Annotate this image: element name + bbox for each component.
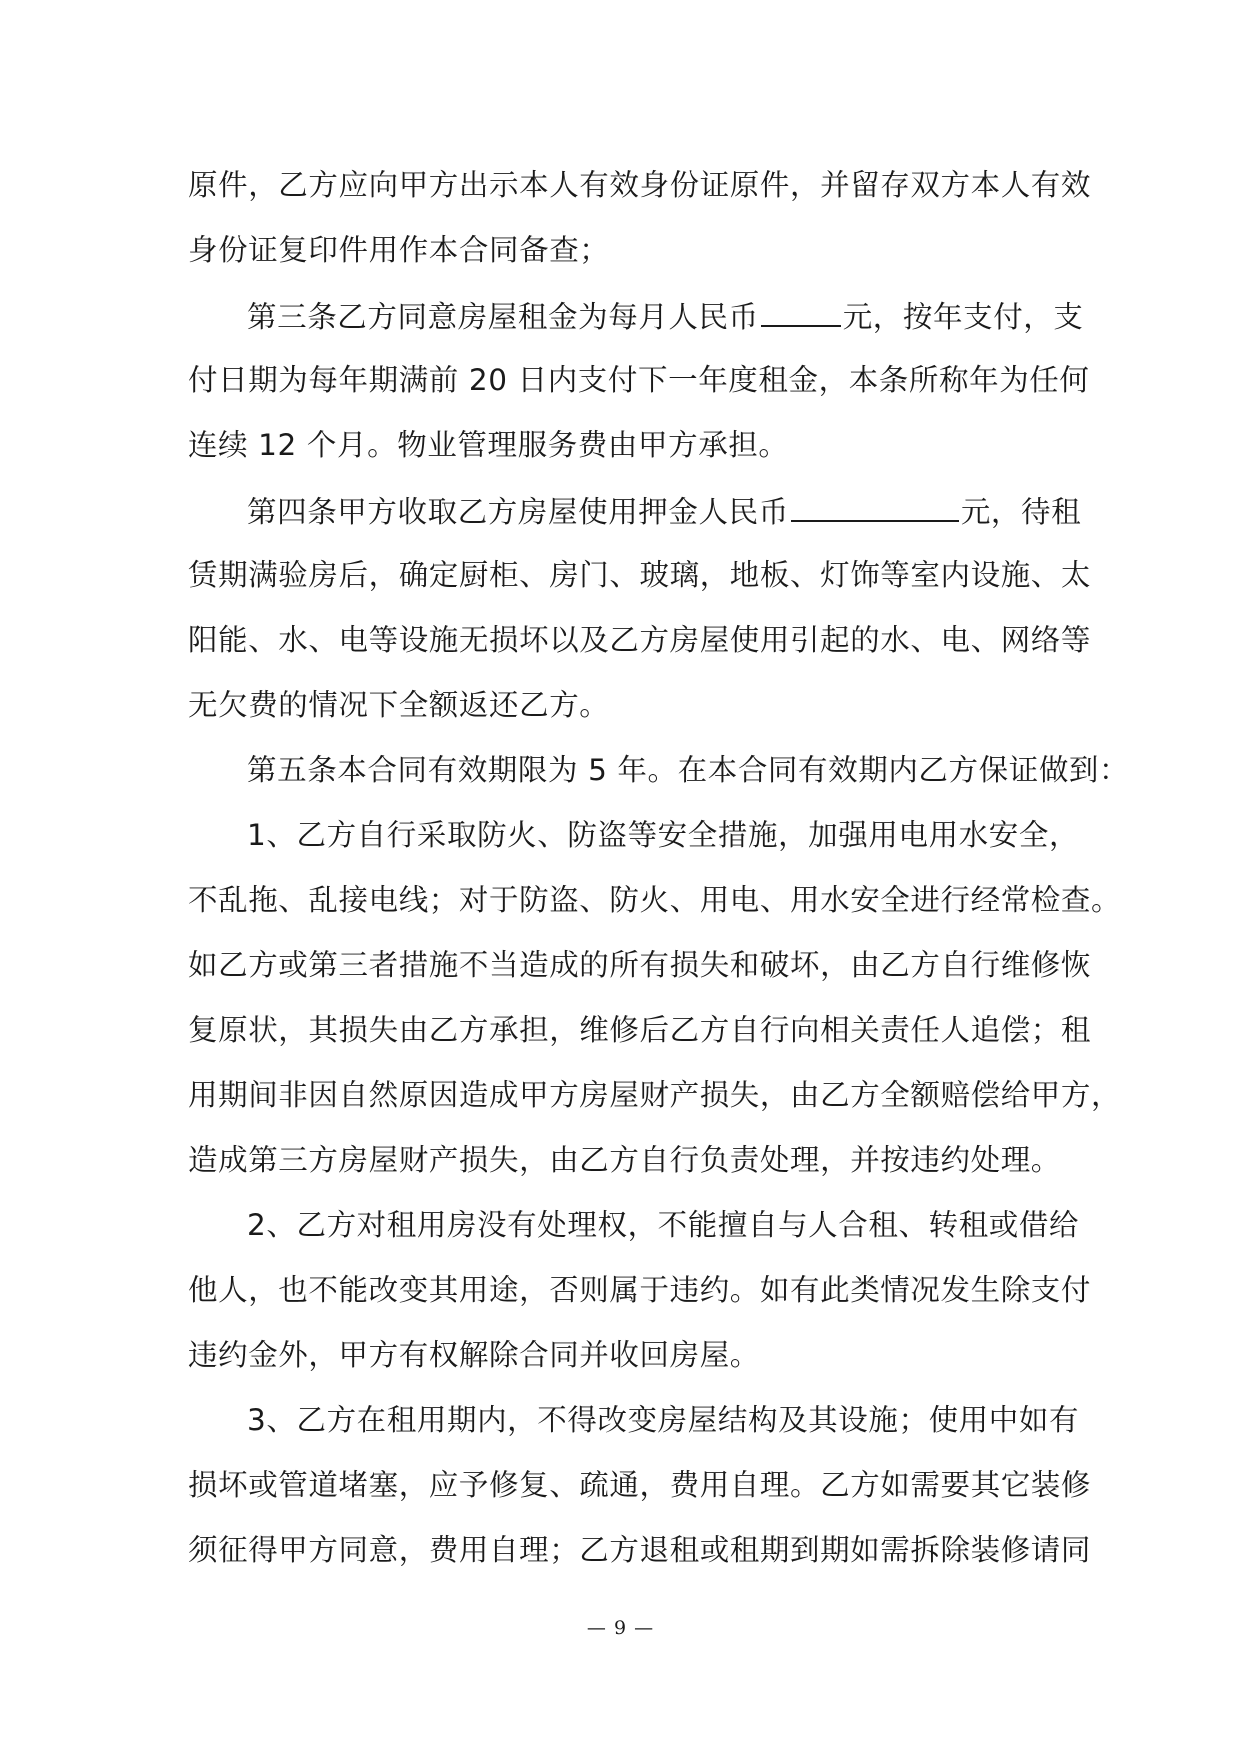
contract-body	[188, 165, 1130, 1595]
text-line: 用期间非因自然原因造成甲方房屋财产损失，由乙方全额赔偿给甲方，	[188, 1078, 1122, 1112]
text-line: 赁期满验房后，确定厨柜、房门、玻璃，地板、灯饰等室内设施、太	[188, 558, 1092, 592]
text-line: 付日期为每年期满前 20 日内支付下一年度租金，本条所称年为任何	[188, 363, 1090, 397]
clause-2-line: 2、乙方对租用房没有处理权，不能擅自与人合租、转租或借给	[247, 1208, 1080, 1242]
text-line: 无欠费的情况下全额返还乙方。	[188, 688, 610, 722]
text-segment: 元，按年支付，支	[842, 300, 1084, 334]
text-line: 须征得甲方同意，费用自理；乙方退租或租期到期如需拆除装修请同	[188, 1533, 1092, 1567]
page-number: — 9 —	[586, 1617, 655, 1639]
rent-amount-blank	[761, 295, 841, 327]
text-line: 阳能、水、电等设施无损坏以及乙方房屋使用引起的水、电、网络等	[188, 623, 1092, 657]
article-5-line: 第五条本合同有效期限为 5 年。在本合同有效期内乙方保证做到：	[247, 753, 1130, 787]
text-segment: 第四条甲方收取乙方房屋使用押金人民币	[247, 495, 789, 529]
text-line: 造成第三方房屋财产损失，由乙方自行负责处理，并按违约处理。	[188, 1143, 1061, 1177]
text-line: 如乙方或第三者措施不当造成的所有损失和破坏，由乙方自行维修恢	[188, 948, 1092, 982]
text-segment: 元，待租	[960, 495, 1082, 529]
text-line: 违约金外，甲方有权解除合同并收回房屋。	[188, 1338, 760, 1372]
deposit-amount-blank	[791, 490, 959, 522]
text-line: 他人，也不能改变其用途，否则属于违约。如有此类情况发生除支付	[188, 1273, 1092, 1307]
text-line: 连续 12 个月。物业管理服务费由甲方承担。	[188, 428, 789, 462]
article-3-line	[188, 295, 1084, 360]
clause-1-line: 1、乙方自行采取防火、防盗等安全措施，加强用电用水安全，	[247, 818, 1080, 852]
text-segment: 第三条乙方同意房屋租金为每月人民币	[247, 300, 759, 334]
clause-3-line: 3、乙方在租用期内，不得改变房屋结构及其设施；使用中如有	[247, 1403, 1080, 1437]
text-line: 损坏或管道堵塞，应予修复、疏通，费用自理。乙方如需要其它装修	[188, 1468, 1092, 1502]
article-4-line	[188, 490, 1082, 555]
text-line: 复原状，其损失由乙方承担，维修后乙方自行向相关责任人追偿；租	[188, 1013, 1092, 1047]
text-line: 原件，乙方应向甲方出示本人有效身份证原件，并留存双方本人有效	[188, 168, 1092, 202]
text-line: 不乱拖、乱接电线；对于防盗、防火、用电、用水安全进行经常检查。	[188, 883, 1122, 917]
text-line: 身份证复印件用作本合同备查；	[188, 233, 610, 267]
